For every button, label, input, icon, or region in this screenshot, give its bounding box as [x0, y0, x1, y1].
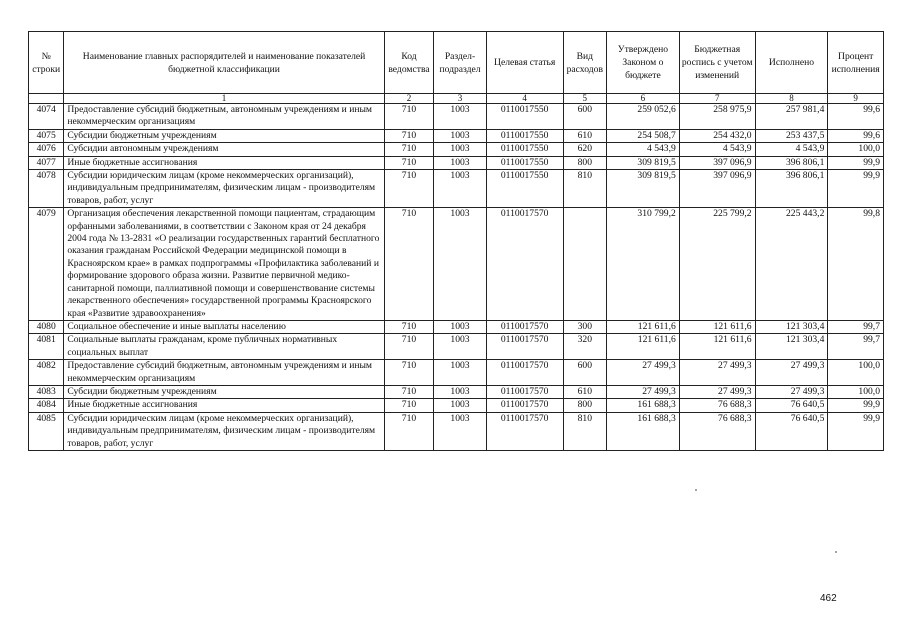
row-percent: 99,6: [828, 129, 884, 142]
row-schedule: 121 611,6: [679, 334, 755, 360]
row-section: 1003: [434, 360, 487, 386]
row-department-code: 710: [384, 399, 434, 412]
row-percent: 99,7: [828, 334, 884, 360]
header-section: Раздел-подраздел: [434, 32, 487, 94]
column-number: 3: [434, 94, 487, 104]
row-approved: 121 611,6: [607, 334, 680, 360]
row-schedule: 397 096,9: [679, 170, 755, 208]
row-schedule: 225 799,2: [679, 208, 755, 321]
row-expense-kind: 320: [563, 334, 606, 360]
row-section: 1003: [434, 385, 487, 398]
column-number: 6: [607, 94, 680, 104]
row-number: 4082: [29, 360, 64, 386]
row-executed: 257 981,4: [755, 104, 828, 130]
row-schedule: 397 096,9: [679, 156, 755, 169]
row-approved: 309 819,5: [607, 170, 680, 208]
row-name: Предоставление субсидий бюджетным, автономным учреждениям и иным некоммерческим организациям: [64, 104, 384, 130]
row-department-code: 710: [384, 412, 434, 450]
row-expense-kind: 300: [563, 320, 606, 333]
row-target-article: 0110017550: [486, 170, 563, 208]
row-expense-kind: 600: [563, 104, 606, 130]
header-department-code: Код ведомства: [384, 32, 434, 94]
row-percent: 100,0: [828, 385, 884, 398]
column-number: 7: [679, 94, 755, 104]
row-schedule: 76 688,3: [679, 399, 755, 412]
row-target-article: 0110017570: [486, 208, 563, 321]
row-percent: 99,9: [828, 156, 884, 169]
row-name: Иные бюджетные ассигнования: [64, 156, 384, 169]
row-percent: 100,0: [828, 360, 884, 386]
row-executed: 396 806,1: [755, 170, 828, 208]
row-target-article: 0110017550: [486, 129, 563, 142]
row-section: 1003: [434, 208, 487, 321]
row-target-article: 0110017570: [486, 334, 563, 360]
row-name: Иные бюджетные ассигнования: [64, 399, 384, 412]
row-section: 1003: [434, 143, 487, 156]
row-number: 4075: [29, 129, 64, 142]
row-executed: 396 806,1: [755, 156, 828, 169]
row-executed: 121 303,4: [755, 334, 828, 360]
table-row: [29, 104, 884, 130]
row-expense-kind: [563, 208, 606, 321]
row-executed: 225 443,2: [755, 208, 828, 321]
row-approved: 27 499,3: [607, 360, 680, 386]
row-target-article: 0110017570: [486, 385, 563, 398]
column-number: 1: [64, 94, 384, 104]
row-section: 1003: [434, 129, 487, 142]
row-name: Субсидии автономным учреждениям: [64, 143, 384, 156]
header-approved: Утверждено Законом о бюджете: [607, 32, 680, 94]
row-percent: 99,9: [828, 399, 884, 412]
row-expense-kind: 800: [563, 156, 606, 169]
row-department-code: 710: [384, 170, 434, 208]
row-percent: 99,6: [828, 104, 884, 130]
table-row: [29, 156, 884, 169]
row-department-code: 710: [384, 129, 434, 142]
row-expense-kind: 800: [563, 399, 606, 412]
row-section: 1003: [434, 170, 487, 208]
row-name: Субсидии юридическим лицам (кроме некоммерческих организаций), индивидуальным предпринимателям, физическим лицам - производителям товаров, работ, услуг: [64, 412, 384, 450]
row-executed: 27 499,3: [755, 385, 828, 398]
row-target-article: 0110017570: [486, 360, 563, 386]
table-row: [29, 320, 884, 333]
row-department-code: 710: [384, 320, 434, 333]
row-department-code: 710: [384, 334, 434, 360]
row-approved: 4 543,9: [607, 143, 680, 156]
row-name: Социальное обеспечение и иные выплаты населению: [64, 320, 384, 333]
header-percent: Процент исполнения: [828, 32, 884, 94]
row-department-code: 710: [384, 143, 434, 156]
row-target-article: 0110017570: [486, 320, 563, 333]
row-approved: 161 688,3: [607, 399, 680, 412]
header-target-article: Целевая статья: [486, 32, 563, 94]
row-expense-kind: 610: [563, 129, 606, 142]
row-number: 4079: [29, 208, 64, 321]
row-target-article: 0110017550: [486, 104, 563, 130]
row-approved: 254 508,7: [607, 129, 680, 142]
row-executed: 76 640,5: [755, 399, 828, 412]
table-row: [29, 412, 884, 450]
table-row: [29, 385, 884, 398]
row-percent: 99,9: [828, 170, 884, 208]
row-percent: 100,0: [828, 143, 884, 156]
row-percent: 99,9: [828, 412, 884, 450]
row-executed: 76 640,5: [755, 412, 828, 450]
column-number-row: [29, 94, 884, 104]
row-name: Организация обеспечения лекарственной помощи пациентам, страдающим орфанными заболеваниями, в соответствии с Законом края от 24 декабря 2004 года № 13-2831 «О реализации государственных гарантий бесплатного оказания гражданам Российской Федерации медицинской помощи в Красноярском крае» в рамках подпрограммы «Профилактика заболеваний и формирование здорового образа жизни. Развитие первичной медико-санитарной помощи, паллиативной помощи и совершенствование системы лекарственного обеспечения» государственной программы Красноярского края «Развитие здравоохранения»: [64, 208, 384, 321]
row-number: 4085: [29, 412, 64, 450]
header-expense-kind: Вид расходов: [563, 32, 606, 94]
row-section: 1003: [434, 412, 487, 450]
table-row: [29, 208, 884, 321]
row-schedule: 254 432,0: [679, 129, 755, 142]
row-expense-kind: 810: [563, 170, 606, 208]
row-name: Социальные выплаты гражданам, кроме публичных нормативных социальных выплат: [64, 334, 384, 360]
row-number: 4078: [29, 170, 64, 208]
row-approved: 259 052,6: [607, 104, 680, 130]
row-executed: 4 543,9: [755, 143, 828, 156]
table-row: [29, 334, 884, 360]
row-schedule: 258 975,9: [679, 104, 755, 130]
header-row: [29, 32, 884, 94]
table-row: [29, 143, 884, 156]
row-section: 1003: [434, 156, 487, 169]
row-department-code: 710: [384, 208, 434, 321]
row-target-article: 0110017570: [486, 412, 563, 450]
row-executed: 121 303,4: [755, 320, 828, 333]
row-schedule: 4 543,9: [679, 143, 755, 156]
row-expense-kind: 810: [563, 412, 606, 450]
header-schedule: Бюджетная роспись с учетом изменений: [679, 32, 755, 94]
row-approved: 121 611,6: [607, 320, 680, 333]
row-schedule: 121 611,6: [679, 320, 755, 333]
row-name: Субсидии бюджетным учреждениям: [64, 129, 384, 142]
column-number: [29, 94, 64, 104]
row-number: 4080: [29, 320, 64, 333]
table-body: [29, 104, 884, 451]
row-expense-kind: 620: [563, 143, 606, 156]
row-department-code: 710: [384, 385, 434, 398]
column-number: 2: [384, 94, 434, 104]
row-percent: 99,7: [828, 320, 884, 333]
column-number: 5: [563, 94, 606, 104]
row-number: 4081: [29, 334, 64, 360]
row-department-code: 710: [384, 156, 434, 169]
table-row: [29, 399, 884, 412]
column-number: 4: [486, 94, 563, 104]
row-name: Субсидии бюджетным учреждениям: [64, 385, 384, 398]
page-number: 462: [820, 593, 837, 604]
row-expense-kind: 600: [563, 360, 606, 386]
row-expense-kind: 610: [563, 385, 606, 398]
row-department-code: 710: [384, 360, 434, 386]
row-executed: 27 499,3: [755, 360, 828, 386]
row-approved: 310 799,2: [607, 208, 680, 321]
row-section: 1003: [434, 320, 487, 333]
row-section: 1003: [434, 334, 487, 360]
column-number: 9: [828, 94, 884, 104]
row-number: 4076: [29, 143, 64, 156]
header-row-number: № строки: [29, 32, 64, 94]
row-target-article: 0110017550: [486, 143, 563, 156]
row-department-code: 710: [384, 104, 434, 130]
table-row: [29, 129, 884, 142]
row-executed: 253 437,5: [755, 129, 828, 142]
row-name: Субсидии юридическим лицам (кроме некоммерческих организаций), индивидуальным предпринимателям, физическим лицам - производителям товаров, работ, услуг: [64, 170, 384, 208]
row-approved: 161 688,3: [607, 412, 680, 450]
row-number: 4074: [29, 104, 64, 130]
row-name: Предоставление субсидий бюджетным, автономным учреждениям и иным некоммерческим организациям: [64, 360, 384, 386]
row-schedule: 27 499,3: [679, 360, 755, 386]
row-percent: 99,8: [828, 208, 884, 321]
scan-speck: [835, 551, 837, 553]
row-section: 1003: [434, 399, 487, 412]
row-number: 4084: [29, 399, 64, 412]
row-approved: 27 499,3: [607, 385, 680, 398]
header-name: Наименование главных распорядителей и наименование показателей бюджетной классификации: [64, 32, 384, 94]
row-number: 4083: [29, 385, 64, 398]
row-schedule: 27 499,3: [679, 385, 755, 398]
column-number: 8: [755, 94, 828, 104]
row-target-article: 0110017550: [486, 156, 563, 169]
table-row: [29, 170, 884, 208]
budget-table: [28, 31, 884, 451]
row-schedule: 76 688,3: [679, 412, 755, 450]
header-executed: Исполнено: [755, 32, 828, 94]
row-section: 1003: [434, 104, 487, 130]
table-row: [29, 360, 884, 386]
row-number: 4077: [29, 156, 64, 169]
row-target-article: 0110017570: [486, 399, 563, 412]
row-approved: 309 819,5: [607, 156, 680, 169]
scan-speck: [695, 489, 697, 491]
